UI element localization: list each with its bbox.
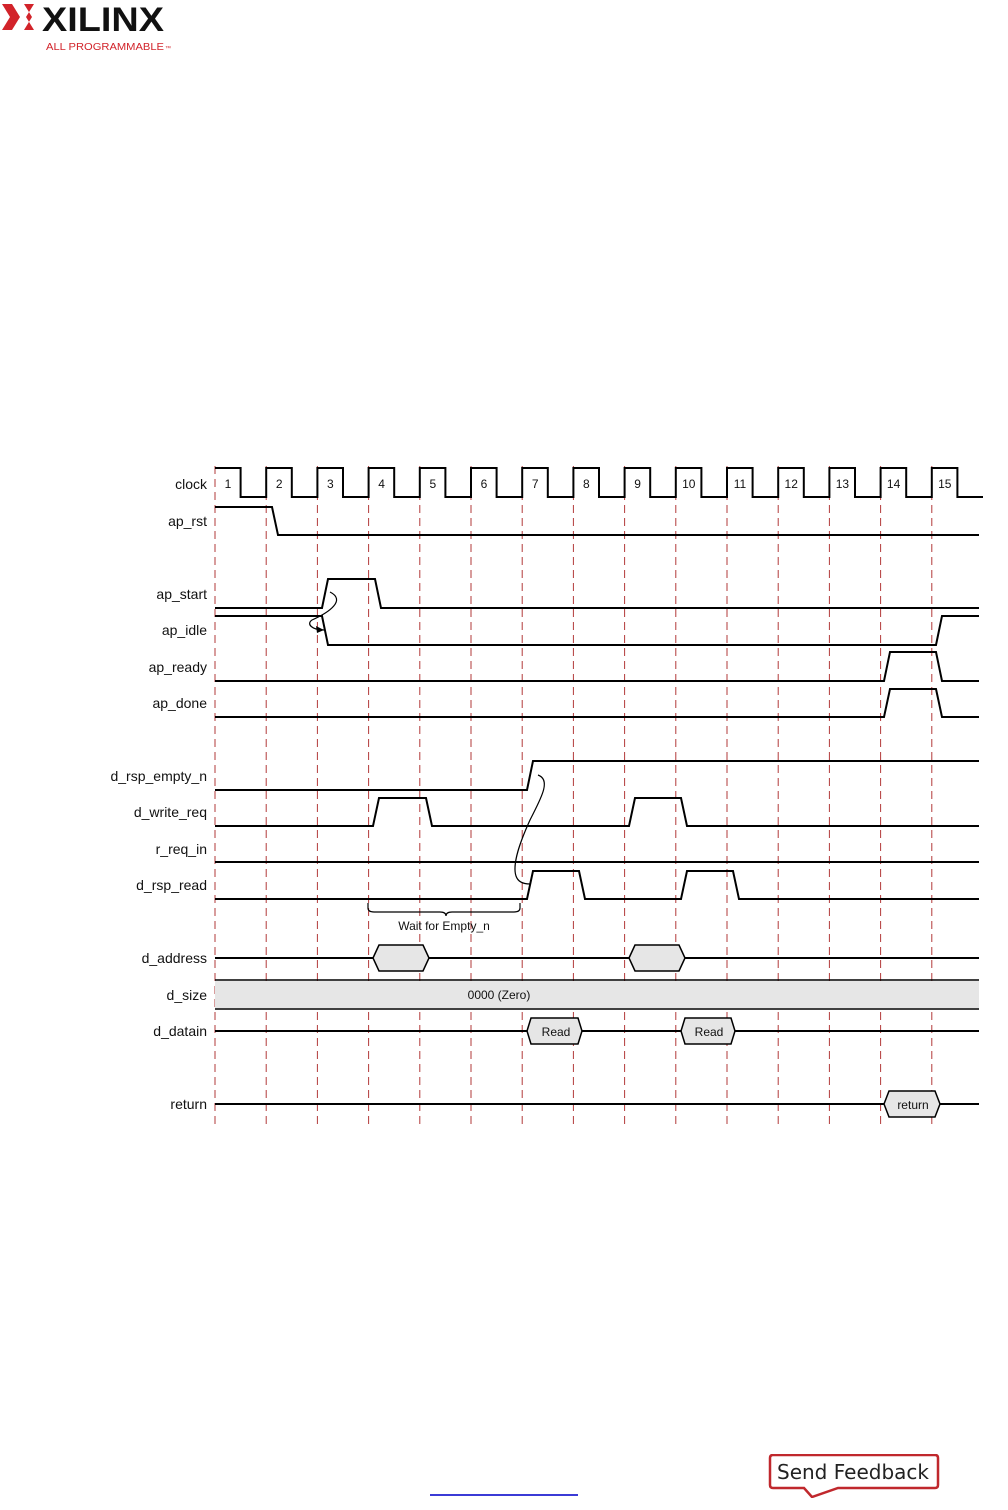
label-d-size: d_size bbox=[166, 987, 207, 1003]
d-address-value-1 bbox=[373, 945, 429, 971]
d-rsp-read-waveform bbox=[215, 871, 979, 899]
clock-cycle-number: 15 bbox=[938, 477, 952, 491]
label-d-rsp-read: d_rsp_read bbox=[136, 877, 207, 893]
label-d-write-req: d_write_req bbox=[133, 804, 207, 820]
ap-ready-waveform bbox=[215, 652, 979, 681]
start-to-idle-arrowhead bbox=[316, 626, 324, 633]
return-value-label: return bbox=[897, 1098, 929, 1112]
clock-cycle-number: 5 bbox=[429, 477, 437, 491]
signal-labels bbox=[110, 476, 208, 1112]
ap-done-waveform bbox=[215, 689, 979, 717]
clock-cycle-number: 7 bbox=[531, 477, 539, 491]
clock-cycle-number: 6 bbox=[480, 477, 488, 491]
clock-cycle-number: 12 bbox=[784, 477, 798, 491]
return-bus bbox=[215, 1091, 979, 1117]
label-d-rsp-empty-n: d_rsp_empty_n bbox=[110, 768, 207, 784]
d-size-bus bbox=[215, 980, 979, 1009]
d-datain-read-1-label: Read bbox=[541, 1025, 571, 1039]
logo-trademark: ™ bbox=[165, 46, 171, 52]
clock-cycle-number: 8 bbox=[583, 477, 590, 491]
label-ap-done: ap_done bbox=[152, 695, 207, 711]
label-d-address: d_address bbox=[141, 950, 207, 966]
d-datain-bus bbox=[215, 1018, 979, 1044]
clock-cycle-number: 13 bbox=[835, 477, 850, 491]
clock-cycle-numbers bbox=[225, 477, 952, 491]
label-r-req-in: r_req_in bbox=[155, 841, 207, 857]
empty-n-to-rsp-read-arrow bbox=[515, 775, 544, 884]
clock-cycle-number: 9 bbox=[634, 477, 641, 491]
clock-cycle-number: 1 bbox=[224, 477, 232, 491]
label-ap-rst: ap_rst bbox=[168, 513, 207, 529]
wait-for-empty-label: Wait for Empty_n bbox=[398, 919, 490, 933]
label-ap-idle: ap_idle bbox=[161, 622, 207, 638]
label-clock: clock bbox=[175, 476, 207, 492]
send-feedback-button[interactable]: Send Feedback bbox=[777, 1460, 929, 1484]
label-d-datain: d_datain bbox=[153, 1023, 207, 1039]
clock-cycle-number: 11 bbox=[733, 477, 747, 491]
clock-cycle-number: 2 bbox=[275, 477, 283, 491]
logo-wordmark: XILINX bbox=[42, 1, 165, 39]
clock-cycle-number: 10 bbox=[682, 477, 696, 491]
ap-start-waveform bbox=[215, 579, 979, 608]
d-rsp-empty-n-waveform bbox=[215, 761, 979, 790]
label-ap-start: ap_start bbox=[156, 586, 207, 602]
clock-cycle-number: 4 bbox=[378, 477, 385, 491]
footer-link-underline[interactable] bbox=[430, 1494, 578, 1496]
clock-cycle-number: 3 bbox=[327, 477, 334, 491]
d-write-req-waveform bbox=[215, 798, 979, 826]
ap-idle-waveform bbox=[215, 616, 979, 645]
ap-rst-waveform bbox=[215, 507, 979, 535]
label-ap-ready: ap_ready bbox=[148, 659, 207, 675]
d-datain-read-2-label: Read bbox=[694, 1025, 724, 1039]
logo-tagline: ALL PROGRAMMABLE bbox=[46, 42, 165, 53]
d-size-value: 0000 (Zero) bbox=[467, 988, 531, 1002]
label-return: return bbox=[170, 1096, 207, 1112]
wait-bracket bbox=[368, 903, 520, 916]
clock-cycle-number: 14 bbox=[886, 477, 901, 491]
d-address-value-2 bbox=[629, 945, 685, 971]
d-address-bus bbox=[215, 945, 979, 971]
